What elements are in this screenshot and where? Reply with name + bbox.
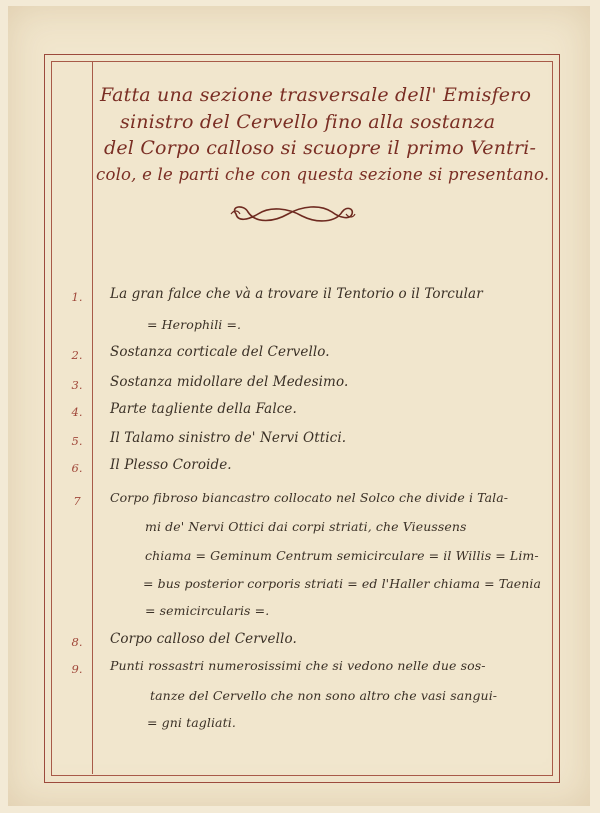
item-number: 4. <box>71 405 83 419</box>
page-heading <box>96 82 550 188</box>
item-text-line: = semicircularis =. <box>145 603 270 618</box>
item-number: 1. <box>71 290 83 304</box>
item-text-line: Il Plesso Coroide. <box>110 457 232 473</box>
item-text-line: Sostanza corticale del Cervello. <box>110 344 330 360</box>
item-text-line: chiama = Geminum Centrum semicirculare = il Willis = Lim- <box>145 548 539 563</box>
item-number: 8. <box>71 635 83 649</box>
item-number: 2. <box>71 348 83 362</box>
heading-line: Fatta una sezione trasversale dell' Emisfero <box>100 84 532 106</box>
margin-rule <box>92 61 93 774</box>
item-text-line: = bus posterior corporis striati = ed l'Haller chiama = Taenia <box>143 576 542 591</box>
item-text-line: Corpo calloso del Cervello. <box>110 631 297 647</box>
item-text-line: Parte tagliente della Falce. <box>110 401 297 417</box>
item-text-line: Il Talamo sinistro de' Nervi Ottici. <box>110 430 347 446</box>
item-text-line: Corpo fibroso biancastro collocato nel Solco che divide i Tala- <box>110 490 509 505</box>
item-number: 6. <box>71 461 83 475</box>
item-text-line: La gran falce che và a trovare il Tentorio o il Torcular <box>110 286 483 302</box>
item-text-line: Punti rossastri numerosissimi che si vedono nelle due sos- <box>110 658 486 673</box>
item-text-line: = Herophili =. <box>147 317 242 332</box>
heading-line: colo, e le parti che con questa sezione si presentano. <box>96 164 550 184</box>
calligraphic-flourish <box>228 200 358 228</box>
item-text-line: Sostanza midollare del Medesimo. <box>110 374 349 390</box>
item-number: 9. <box>71 662 83 676</box>
item-text-line: = gni tagliati. <box>147 715 236 730</box>
item-number: 5. <box>71 434 83 448</box>
item-text-line: mi de' Nervi Ottici dai corpi striati, che Vieussens <box>145 519 467 534</box>
item-number: 3. <box>71 378 83 392</box>
heading-line: del Corpo calloso si scuopre il primo Ventri- <box>104 137 537 159</box>
item-text-line: tanze del Cervello che non sono altro che vasi sangui- <box>150 688 498 703</box>
heading-line: sinistro del Cervello fino alla sostanza <box>120 110 496 133</box>
item-number: 7 <box>73 494 81 508</box>
